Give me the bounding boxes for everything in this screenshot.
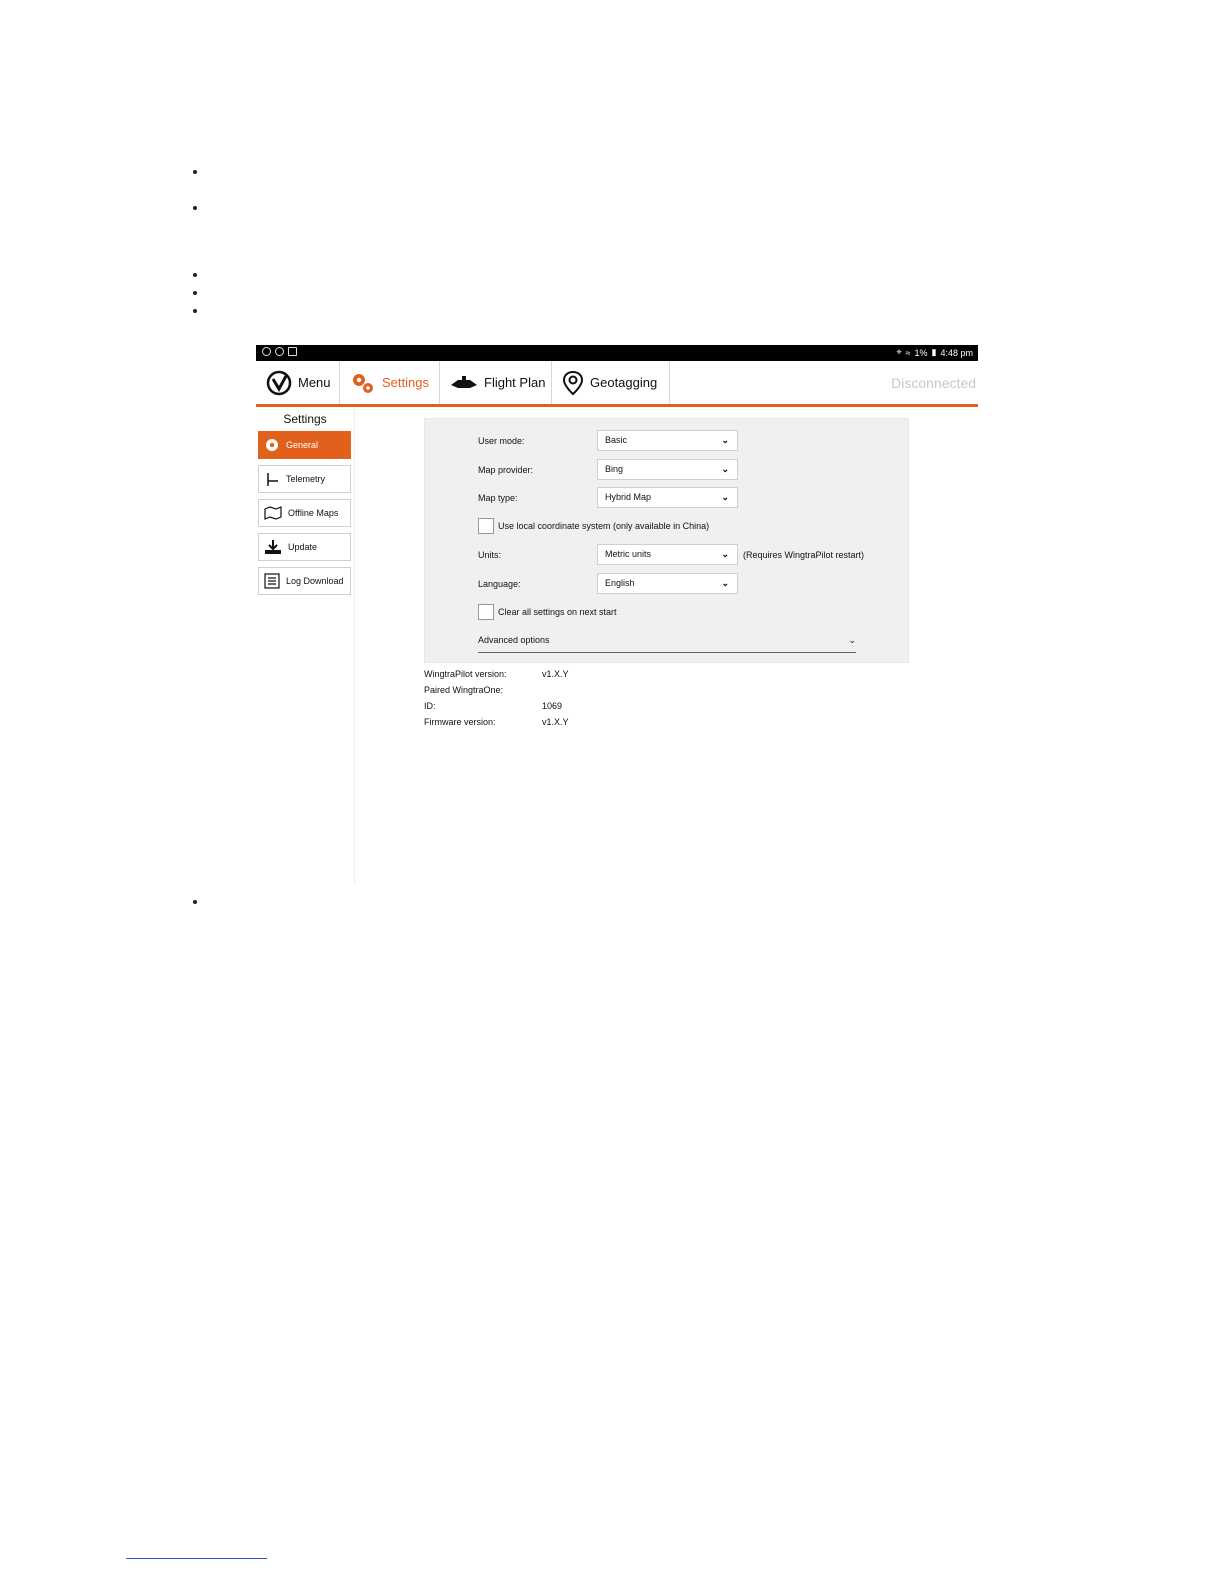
map-type-value: Hybrid Map (605, 492, 652, 502)
battery-percent: 1% (914, 347, 928, 358)
top-nav (256, 361, 978, 407)
bullet-5 (193, 309, 197, 313)
bullet-6 (193, 900, 197, 904)
user-mode-value: Basic (605, 435, 628, 445)
paired-drone-label: Paired WingtraOne: (424, 685, 504, 695)
sidebar-item-update[interactable] (258, 533, 351, 561)
clock: 4:48 pm (940, 347, 973, 358)
wingtra-logo-icon (266, 370, 292, 396)
list-icon (264, 573, 280, 589)
tab-settings[interactable] (340, 361, 440, 404)
sidebar-item-label: Log Download (286, 576, 344, 586)
app-screenshot (256, 345, 978, 885)
antenna-icon (264, 471, 280, 487)
sidebar-item-label: Update (288, 542, 318, 552)
notification-icon (275, 347, 284, 356)
sidebar-item-label: General (286, 440, 319, 450)
language-select[interactable] (597, 573, 738, 594)
wifi-icon: ≈ (905, 347, 911, 358)
location-icon: ⌖ (896, 347, 902, 357)
advanced-options-label: Advanced options (478, 635, 550, 645)
footnote-link-underline[interactable] (126, 1558, 267, 1559)
units-value: Metric units (605, 549, 652, 559)
sidebar-item-label: Offline Maps (288, 508, 339, 518)
pilot-version-label: WingtraPilot version: (424, 669, 507, 679)
bullet-1 (193, 170, 197, 174)
tab-menu[interactable] (256, 361, 340, 404)
drone-icon (450, 374, 478, 392)
chevron-down-icon: ⌄ (721, 435, 729, 445)
advanced-options-toggle[interactable] (478, 635, 856, 653)
pilot-version-value: v1.X.Y (542, 669, 569, 679)
notification-icon (288, 347, 297, 356)
sidebar-item-offline-maps[interactable] (258, 499, 351, 527)
map-provider-select[interactable] (597, 459, 738, 480)
bullet-3 (193, 273, 197, 277)
map-type-label: Map type: (478, 493, 518, 503)
chevron-down-icon: ⌄ (721, 549, 729, 559)
map-provider-label: Map provider: (478, 465, 534, 475)
map-icon (264, 506, 282, 520)
user-mode-select[interactable] (597, 430, 738, 451)
chevron-down-icon: ⌄ (721, 464, 729, 474)
tab-flight-plan-label: Flight Plan (484, 375, 546, 390)
general-settings-panel (424, 418, 909, 663)
language-value: English (605, 578, 635, 588)
units-restart-note: (Requires WingtraPilot restart) (743, 550, 865, 560)
gear-icon (264, 437, 280, 453)
sidebar-item-label: Telemetry (286, 474, 326, 484)
download-icon (264, 539, 282, 555)
local-coordinate-label: Use local coordinate system (only available in China) (498, 521, 710, 531)
connection-status: Disconnected (891, 375, 976, 391)
local-coordinate-checkbox[interactable] (478, 518, 494, 534)
language-label: Language: (478, 579, 521, 589)
map-provider-value: Bing (605, 464, 624, 474)
chevron-down-icon: ⌄ (848, 635, 856, 645)
clear-settings-checkbox[interactable] (478, 604, 494, 620)
drone-id-label: ID: (424, 701, 436, 711)
bullet-4 (193, 291, 197, 295)
tab-menu-label: Menu (298, 375, 331, 390)
drone-id-value: 1069 (542, 701, 563, 711)
map-type-select[interactable] (597, 487, 738, 508)
gears-icon (350, 370, 376, 396)
chevron-down-icon: ⌄ (721, 578, 729, 588)
chevron-down-icon: ⌄ (721, 492, 729, 502)
tab-settings-label: Settings (382, 375, 429, 390)
settings-sidebar (256, 407, 355, 885)
sidebar-item-log-download[interactable] (258, 567, 351, 595)
tab-flight-plan[interactable] (440, 361, 552, 404)
clear-settings-label: Clear all settings on next start (498, 607, 617, 617)
firmware-version-value: v1.X.Y (542, 717, 569, 727)
tab-geotagging-label: Geotagging (590, 375, 658, 390)
status-bar (256, 345, 978, 361)
tab-geotagging[interactable] (552, 361, 670, 404)
units-select[interactable] (597, 544, 738, 565)
notification-icon (262, 347, 271, 356)
location-pin-icon (562, 370, 584, 396)
sidebar-item-telemetry[interactable] (258, 465, 351, 493)
units-label: Units: (478, 550, 502, 560)
sidebar-title: Settings (283, 412, 327, 426)
sidebar-item-general[interactable] (258, 431, 351, 459)
firmware-version-label: Firmware version: (424, 717, 496, 727)
battery-icon: ▮ (931, 347, 937, 357)
user-mode-label: User mode: (478, 436, 525, 446)
bullet-2 (193, 206, 197, 210)
